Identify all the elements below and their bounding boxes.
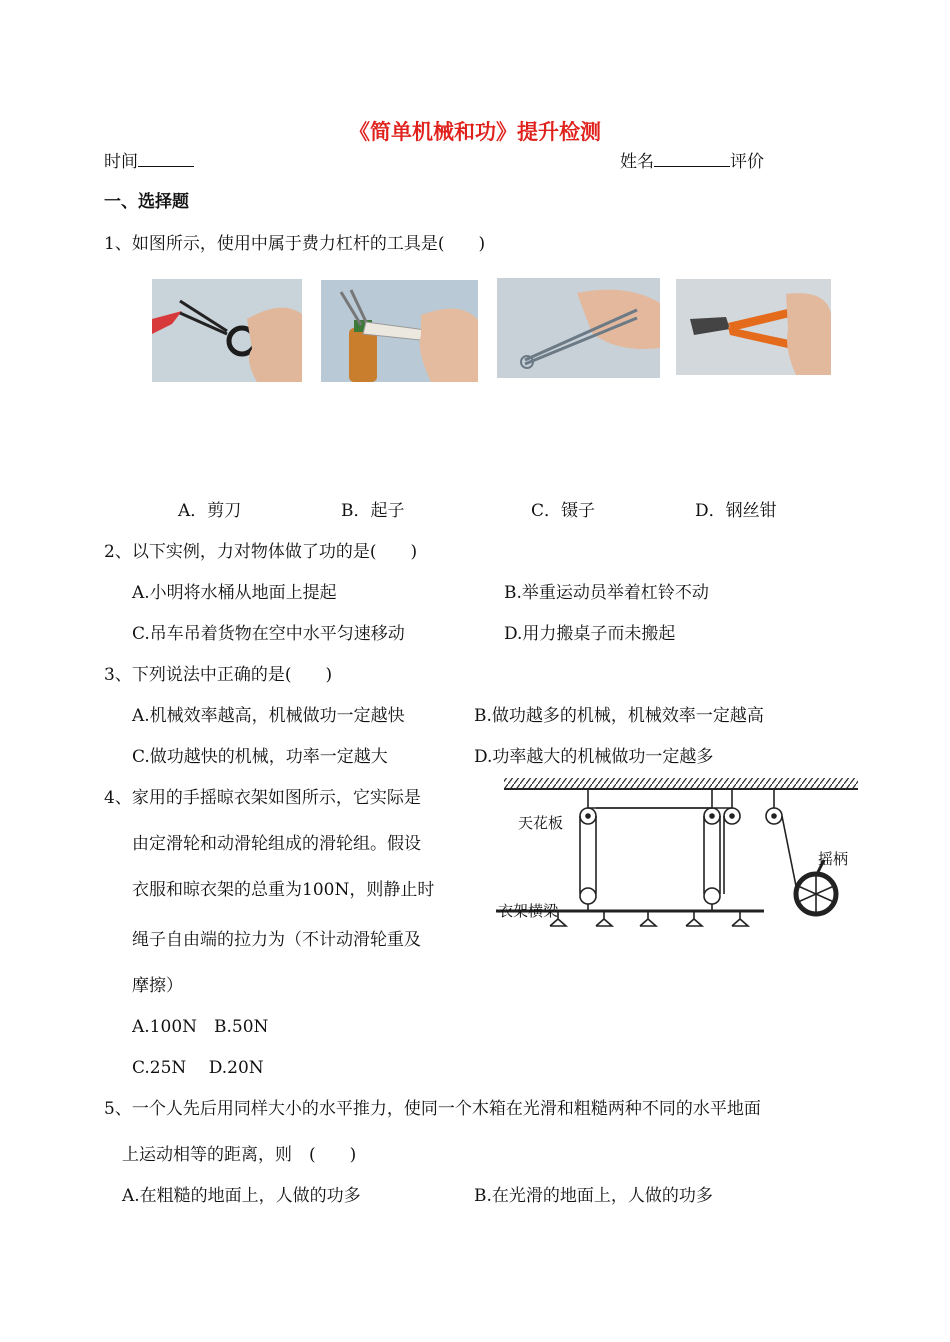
- page-title: 《简单机械和功》提升检测: [349, 120, 601, 144]
- q1-option-c: C．镊子: [531, 501, 596, 521]
- q3-option-c: C.做功越快的机械，功率一定越大: [132, 747, 388, 767]
- q2-option-b: B.举重运动员举着杠铃不动: [504, 583, 709, 603]
- q4-options-row-2: C.25N D.20N: [132, 1058, 264, 1078]
- time-field: [104, 150, 194, 173]
- q3-option-d: D.功率越大的机械做功一定越多: [474, 747, 714, 767]
- q1-stem: 1、如图所示，使用中属于费力杠杆的工具是( ): [104, 234, 486, 254]
- q1-option-d: D．钢丝钳: [695, 501, 777, 521]
- time-blank: [138, 150, 194, 167]
- q5-option-b: B.在光滑的地面上，人做的功多: [474, 1186, 713, 1206]
- scissors-photo: [152, 279, 302, 382]
- q4-line-1: 4、家用的手摇晾衣架如图所示，它实际是: [104, 788, 421, 808]
- q5-option-a: A.在粗糙的地面上，人做的功多: [122, 1186, 361, 1206]
- name-label: 姓名: [620, 152, 654, 172]
- time-label: 时间: [104, 152, 138, 172]
- q1-option-b: B．起子: [341, 501, 405, 521]
- tweezers-photo: [497, 278, 660, 378]
- q4-line-3: 衣服和晾衣架的总重为100N，则静止时: [132, 880, 435, 900]
- q4-line-5: 摩擦）: [132, 976, 183, 996]
- q4-line-4: 绳子自由端的拉力为（不计动滑轮重及: [132, 930, 421, 950]
- name-grade-field: [620, 150, 764, 173]
- grade-label: 评价: [730, 152, 764, 172]
- name-blank: [654, 150, 730, 167]
- q4-line-2: 由定滑轮和动滑轮组成的滑轮组。假设: [132, 834, 421, 854]
- clothes-rack-diagram: [496, 776, 858, 946]
- crank-label: 摇柄: [818, 850, 849, 868]
- beam-label: 衣架横梁: [498, 902, 559, 920]
- q3-stem: 3、下列说法中正确的是( ): [104, 665, 333, 685]
- q1-option-a: A．剪刀: [178, 501, 242, 521]
- q2-option-c: C.吊车吊着货物在空中水平匀速移动: [132, 624, 405, 644]
- bottle-opener-photo: [321, 280, 478, 382]
- q5-line-1: 5、一个人先后用同样大小的水平推力，使同一个木箱在光滑和粗糙两种不同的水平地面: [104, 1099, 761, 1119]
- section-heading: 一、选择题: [104, 192, 189, 212]
- q2-option-d: D.用力搬桌子而未搬起: [504, 624, 676, 644]
- ceiling-label: 天花板: [518, 814, 564, 832]
- q3-option-a: A.机械效率越高，机械做功一定越快: [132, 706, 405, 726]
- pliers-photo: [676, 279, 831, 375]
- q3-option-b: B.做功越多的机械，机械效率一定越高: [474, 706, 764, 726]
- q4-options-row-1: A.100N B.50N: [132, 1017, 269, 1037]
- q2-option-a: A.小明将水桶从地面上提起: [132, 583, 337, 603]
- q5-line-2: 上运动相等的距离，则 ( ): [122, 1145, 357, 1165]
- q2-stem: 2、以下实例，力对物体做了功的是( ): [104, 542, 418, 562]
